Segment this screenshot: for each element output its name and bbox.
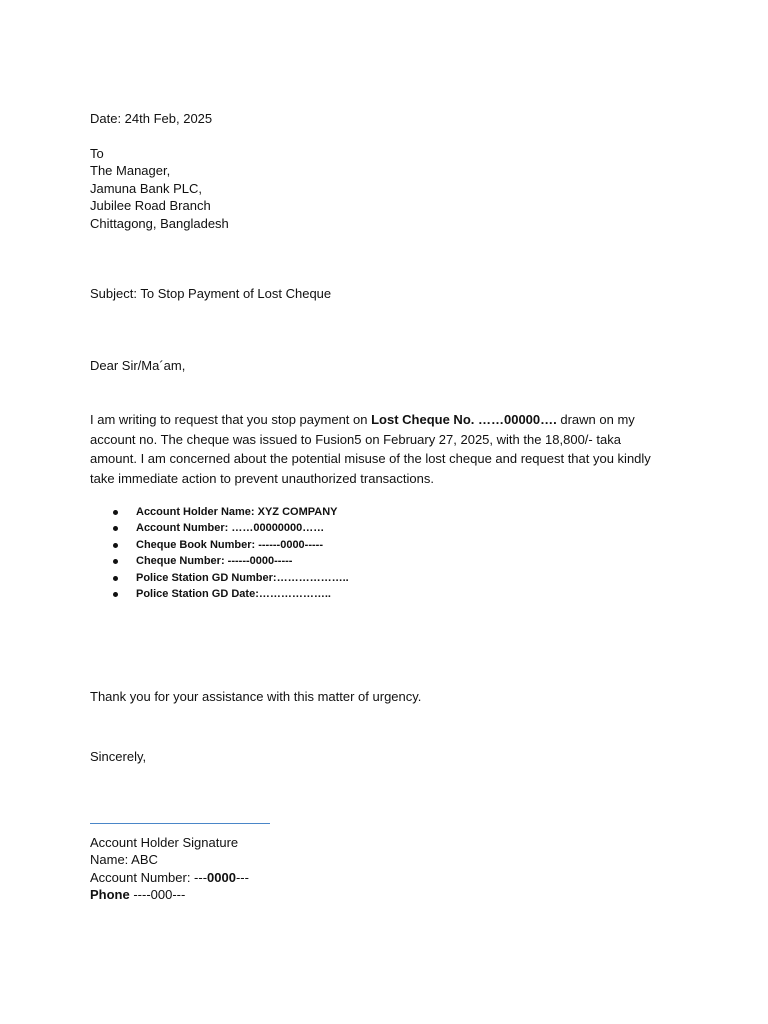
signature-account-suffix: --- bbox=[235, 870, 249, 885]
signature-line bbox=[90, 823, 270, 824]
signature-phone-label: Phone bbox=[90, 887, 130, 902]
signature-caption: Account Holder Signature bbox=[90, 835, 239, 850]
lost-cheque-number: Lost Cheque No. ……00000…. bbox=[371, 412, 557, 427]
detail-account-holder-name: Account Holder Name: XYZ COMPANY bbox=[110, 504, 349, 520]
letter-thanks: Thank you for your assistance with this matter of urgency. bbox=[90, 689, 422, 704]
detail-gd-number: Police Station GD Number:……………….. bbox=[110, 570, 349, 586]
body-text-part2: drawn on my account no. The cheque was issued to Fusion5 on February 27, 2025, with the 18,800/- taka amount. I am concerned about the potential misuse of the lost cheque and request that you kindly take immediate action to prevent unauthorized transactions. bbox=[90, 412, 651, 486]
detail-cheque-number: Cheque Number: ------0000----- bbox=[110, 553, 349, 569]
recipient-bank: Jamuna Bank PLC, bbox=[90, 181, 203, 196]
letter-subject: Subject: To Stop Payment of Lost Cheque bbox=[90, 286, 332, 301]
recipient-city: Chittagong, Bangladesh bbox=[90, 216, 229, 231]
letter-closing: Sincerely, bbox=[90, 749, 147, 764]
detail-gd-date: Police Station GD Date:……………….. bbox=[110, 586, 349, 602]
detail-account-number: Account Number: ……00000000…… bbox=[110, 520, 349, 536]
recipient-to: To bbox=[90, 146, 104, 161]
body-text-part1: I am writing to request that you stop payment on bbox=[90, 412, 372, 427]
signature-account-label: Account Number: --- bbox=[90, 870, 208, 885]
letter-date: Date: 24th Feb, 2025 bbox=[90, 111, 213, 126]
letter-salutation: Dear Sir/Ma´am, bbox=[90, 358, 186, 373]
signature-phone bbox=[90, 886, 185, 903]
signature-account-value: 0000 bbox=[207, 870, 236, 885]
letter-body-paragraph bbox=[90, 410, 670, 488]
signature-phone-value: ----000--- bbox=[129, 887, 186, 902]
signature-name: Name: ABC bbox=[90, 852, 158, 867]
signature-account-number bbox=[90, 869, 249, 886]
recipient-branch: Jubilee Road Branch bbox=[90, 198, 211, 213]
recipient-title: The Manager, bbox=[90, 163, 171, 178]
details-list bbox=[110, 504, 349, 602]
detail-cheque-book-number: Cheque Book Number: ------0000----- bbox=[110, 537, 349, 553]
